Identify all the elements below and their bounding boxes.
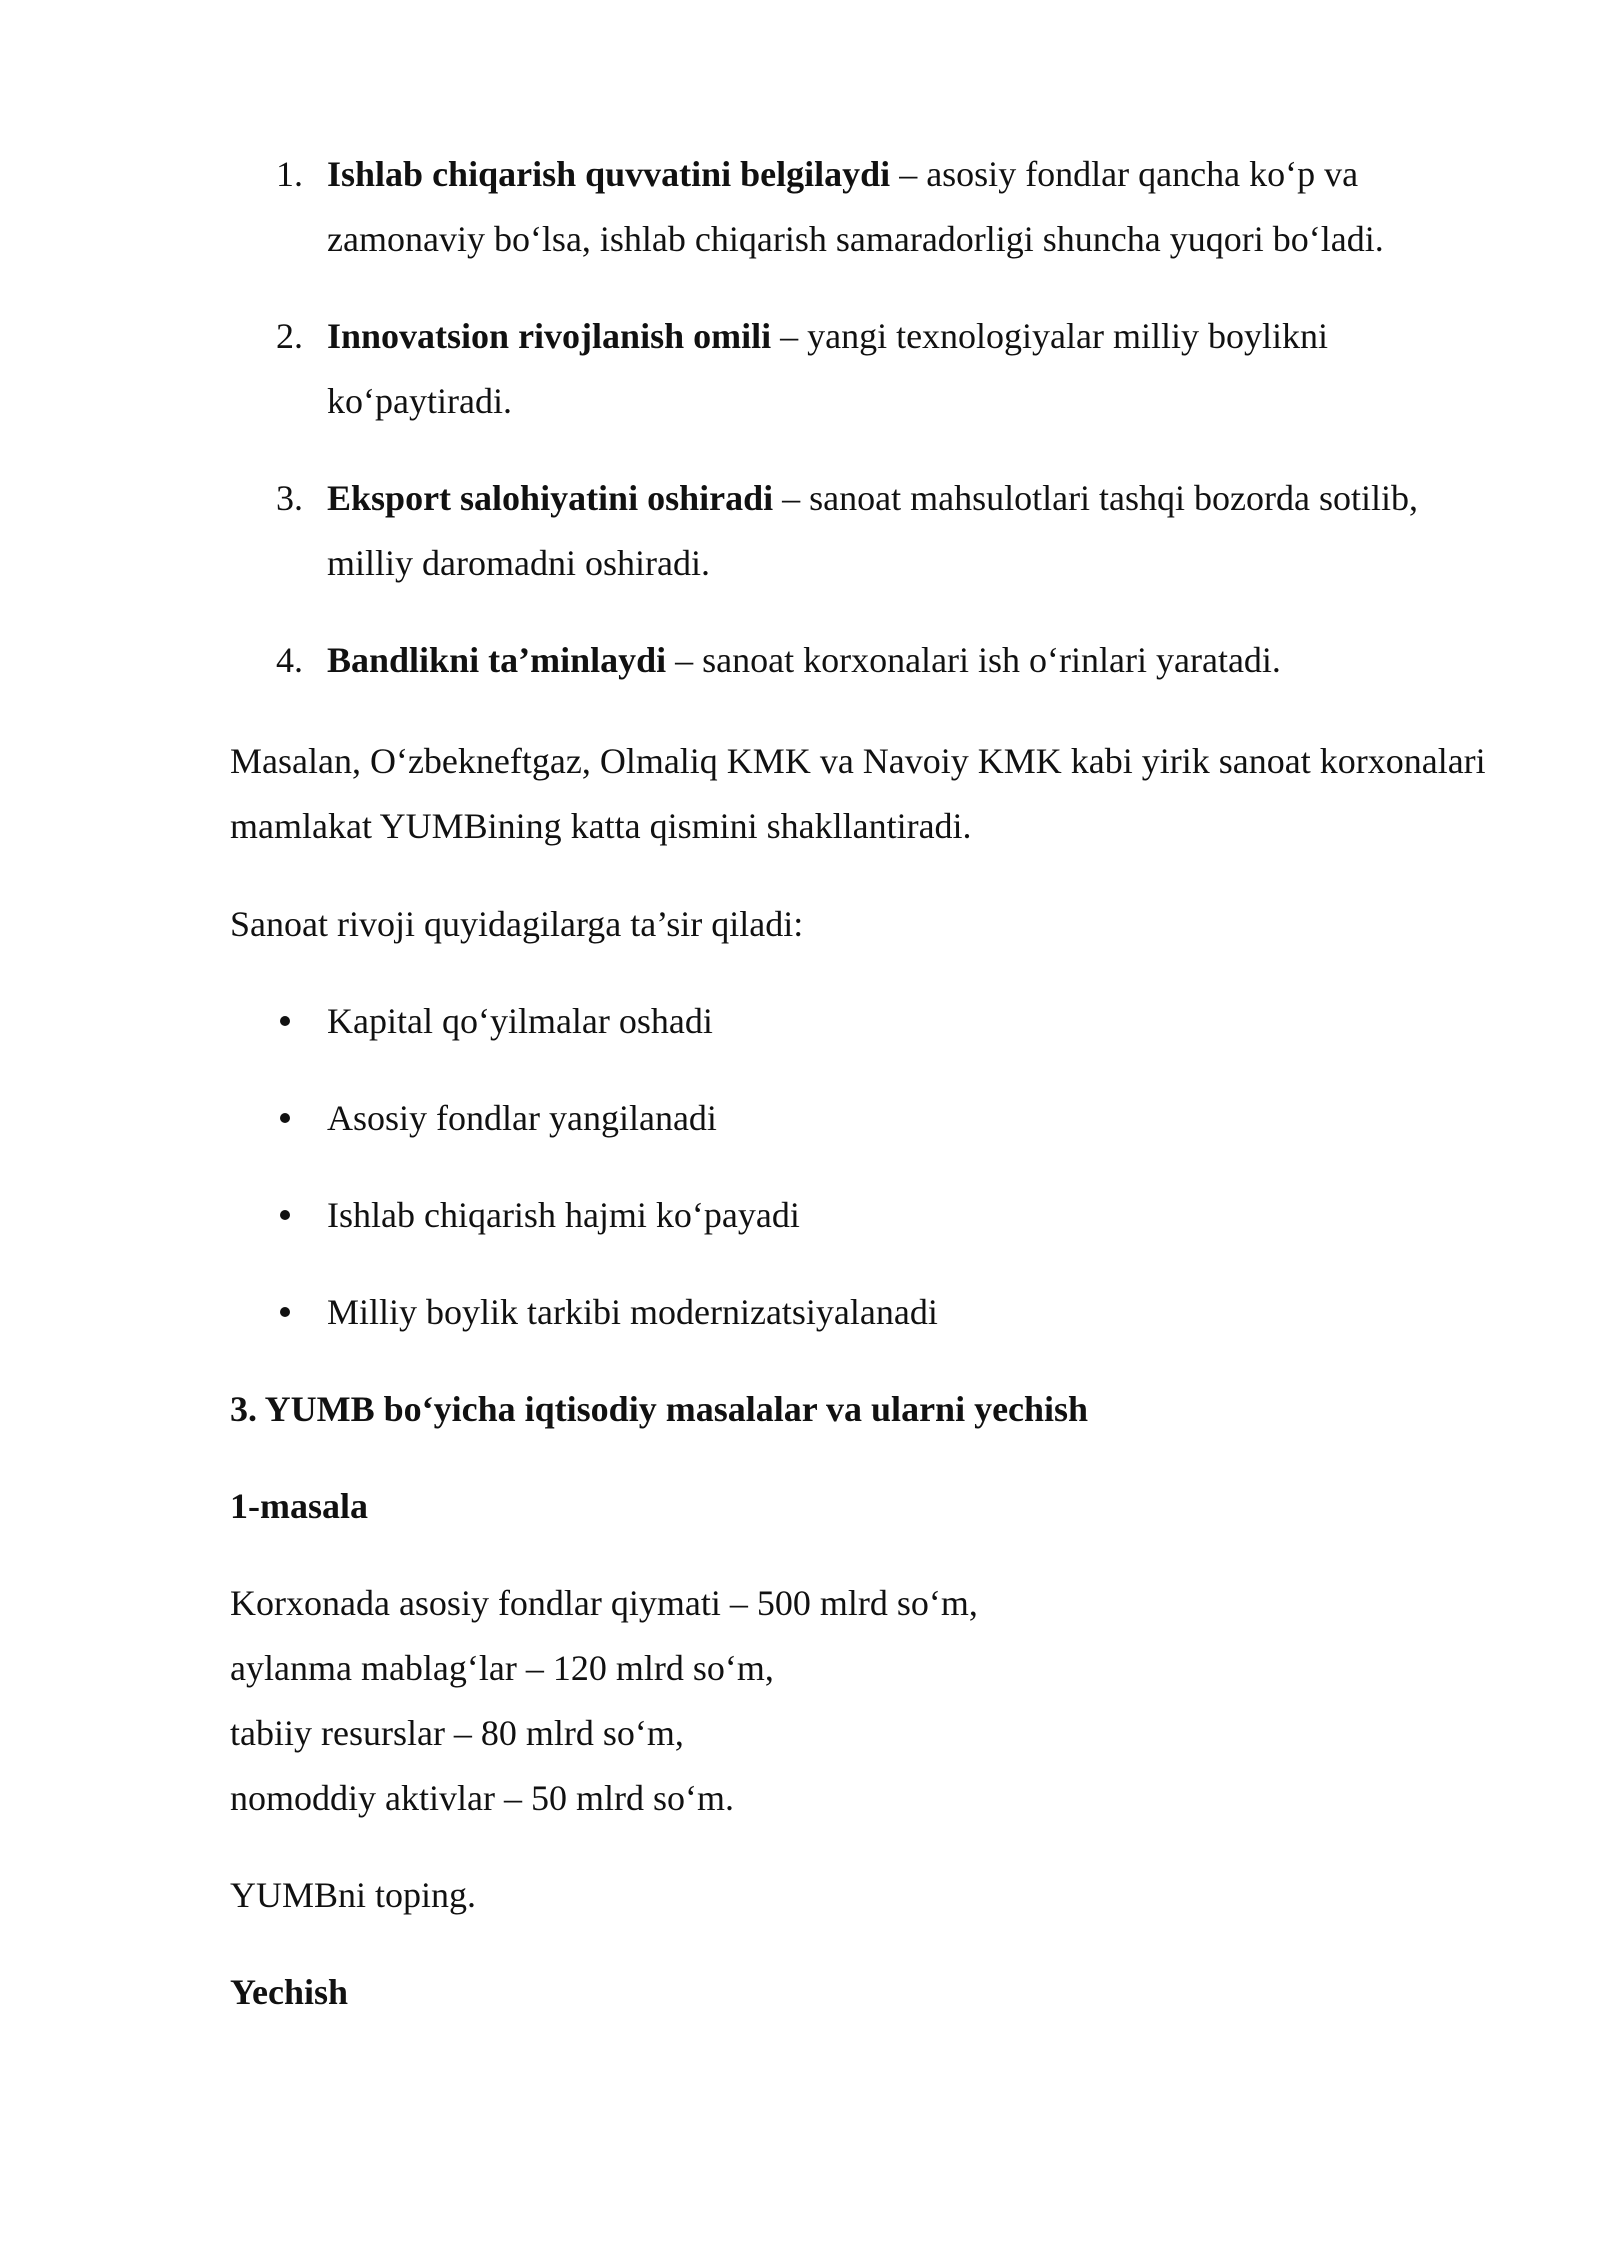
list-number: 4. xyxy=(276,640,303,680)
list-item-bold-lead: Ishlab chiqarish quvvatini belgilaydi xyxy=(327,154,891,194)
bullet-text: Kapital qo‘yilmalar oshadi xyxy=(327,1001,713,1041)
example-paragraph: Masalan, O‘zbekneftgaz, Olmaliq KMK va Navoiy KMK kabi yirik sanoat korxonalari mamlakat YUMBining katta qismini shakllantiradi. xyxy=(230,741,1486,846)
list-number: 1. xyxy=(276,154,303,194)
list-number: 3. xyxy=(276,478,303,518)
list-item-bold-lead: Bandlikni ta’minlaydi xyxy=(327,640,667,680)
numbered-list-item xyxy=(230,304,1500,434)
solution-title: Yechish xyxy=(230,1972,349,2012)
problem-line: aylanma mablag‘lar – 120 mlrd so‘m, xyxy=(230,1648,774,1688)
bullet-icon xyxy=(280,1113,290,1123)
numbered-list-item xyxy=(230,142,1500,272)
numbered-list xyxy=(230,142,1500,725)
problem-line: tabiiy resurslar – 80 mlrd so‘m, xyxy=(230,1713,684,1753)
problem-statement xyxy=(230,1571,1500,1831)
bullet-icon xyxy=(280,1307,290,1317)
bullet-text: Milliy boylik tarkibi modernizatsiyalanadi xyxy=(327,1292,938,1332)
bullet-text: Ishlab chiqarish hajmi ko‘payadi xyxy=(327,1195,800,1235)
list-item-text: – asosiy fondlar qancha ko‘p va zamonaviy bo‘lsa, ishlab chiqarish samaradorligi shuncha yuqori bo‘ladi. xyxy=(327,154,1384,259)
numbered-list-item xyxy=(230,628,1500,693)
problem-question: YUMBni toping. xyxy=(230,1875,477,1915)
impact-intro: Sanoat rivoji quyidagilarga ta’sir qiladi: xyxy=(230,904,804,944)
list-item-bold-lead: Eksport salohiyatini oshiradi xyxy=(327,478,774,518)
list-item-text: – sanoat mahsulotlari tashqi bozorda sotilib, milliy daromadni oshiradi. xyxy=(327,478,1419,583)
list-item-text: – yangi texnologiyalar milliy boylikni ko‘paytiradi. xyxy=(327,316,1329,421)
problem-title: 1-masala xyxy=(230,1486,368,1526)
bullet-list-item xyxy=(230,1280,1500,1345)
section-heading: 3. YUMB bo‘yicha iqtisodiy masalalar va ularni yechish xyxy=(230,1389,1089,1429)
list-item-bold-lead: Innovatsion rivojlanish omili xyxy=(327,316,772,356)
bullet-list xyxy=(230,989,1500,1377)
bullet-icon xyxy=(280,1016,290,1026)
bullet-icon xyxy=(280,1210,290,1220)
list-number: 2. xyxy=(276,316,303,356)
bullet-list-item xyxy=(230,1183,1500,1248)
problem-line: Korxonada asosiy fondlar qiymati – 500 mlrd so‘m, xyxy=(230,1583,978,1623)
problem-line: nomoddiy aktivlar – 50 mlrd so‘m. xyxy=(230,1778,734,1818)
numbered-list-item xyxy=(230,466,1500,596)
bullet-text: Asosiy fondlar yangilanadi xyxy=(327,1098,717,1138)
bullet-list-item xyxy=(230,1086,1500,1151)
bullet-list-item xyxy=(230,989,1500,1054)
list-item-text: – sanoat korxonalari ish o‘rinlari yaratadi. xyxy=(666,640,1281,680)
